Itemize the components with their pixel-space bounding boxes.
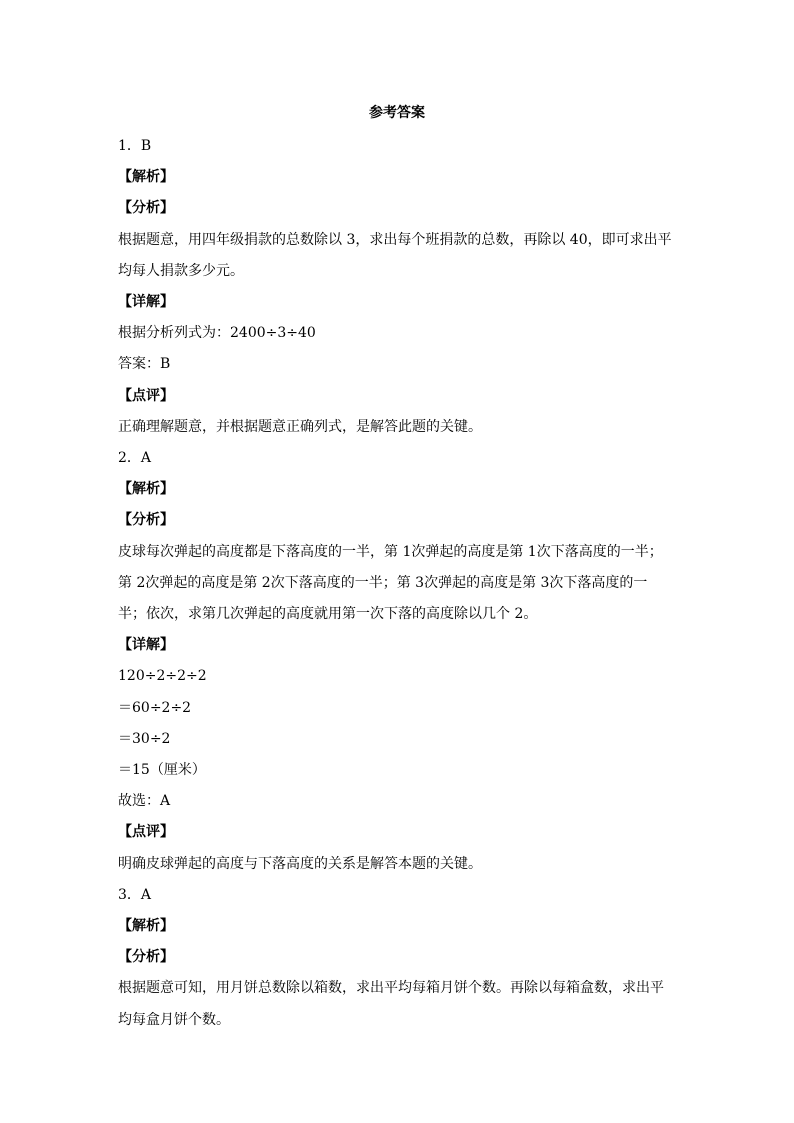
- text-line: ＝60÷2÷2: [118, 699, 192, 716]
- text-line: 故选：A: [118, 793, 171, 810]
- question-number: 3．A: [118, 886, 152, 903]
- text-line: 明确皮球弹起的高度与下落高度的关系是解答本题的关键。: [118, 855, 482, 872]
- text-line: 均每盒月饼个数。: [118, 1011, 230, 1028]
- text-line: 第 2次弹起的高度是第 2次下落高度的一半；第 3次弹起的高度是第 3次下落高度的一: [118, 574, 648, 591]
- text-line: ＝30÷2: [118, 730, 171, 747]
- section-heading: 【解析】: [118, 169, 174, 186]
- text-line: 根据题意，用四年级捐款的总数除以 3，求出每个班捐款的总数，再除以 40，即可求出平: [118, 231, 672, 248]
- text-line: 根据题意可知，用月饼总数除以箱数，求出平均每箱月饼个数。再除以每箱盒数，求出平: [118, 980, 664, 997]
- section-heading: 【分析】: [118, 200, 174, 217]
- text-line: ＝15（厘米）: [118, 762, 206, 779]
- page-title: 参考答案: [369, 105, 425, 121]
- text-line: 皮球每次弹起的高度都是下落高度的一半，第 1次弹起的高度是第 1次下落高度的一半；: [118, 543, 663, 560]
- section-heading: 【分析】: [118, 949, 174, 966]
- section-heading: 【分析】: [118, 512, 174, 529]
- section-heading: 【详解】: [118, 294, 174, 311]
- answer-body: [118, 131, 678, 1036]
- text-line: 正确理解题意，并根据题意正确列式，是解答此题的关键。: [118, 418, 482, 435]
- text-line: 答案：B: [118, 356, 171, 373]
- section-heading: 【详解】: [118, 637, 174, 654]
- text-line: 120÷2÷2÷2: [118, 668, 207, 685]
- text-line: 根据分析列式为：2400÷3÷40: [118, 325, 316, 342]
- section-heading: 【解析】: [118, 918, 174, 935]
- section-heading: 【点评】: [118, 824, 174, 841]
- question-number: 2．A: [118, 450, 152, 467]
- text-line: 半；依次，求第几次弹起的高度就用第一次下落的高度除以几个 2。: [118, 606, 538, 623]
- text-line: 均每人捐款多少元。: [118, 262, 244, 279]
- section-heading: 【点评】: [118, 387, 174, 404]
- question-number: 1．B: [118, 138, 152, 154]
- section-heading: 【解析】: [118, 481, 174, 498]
